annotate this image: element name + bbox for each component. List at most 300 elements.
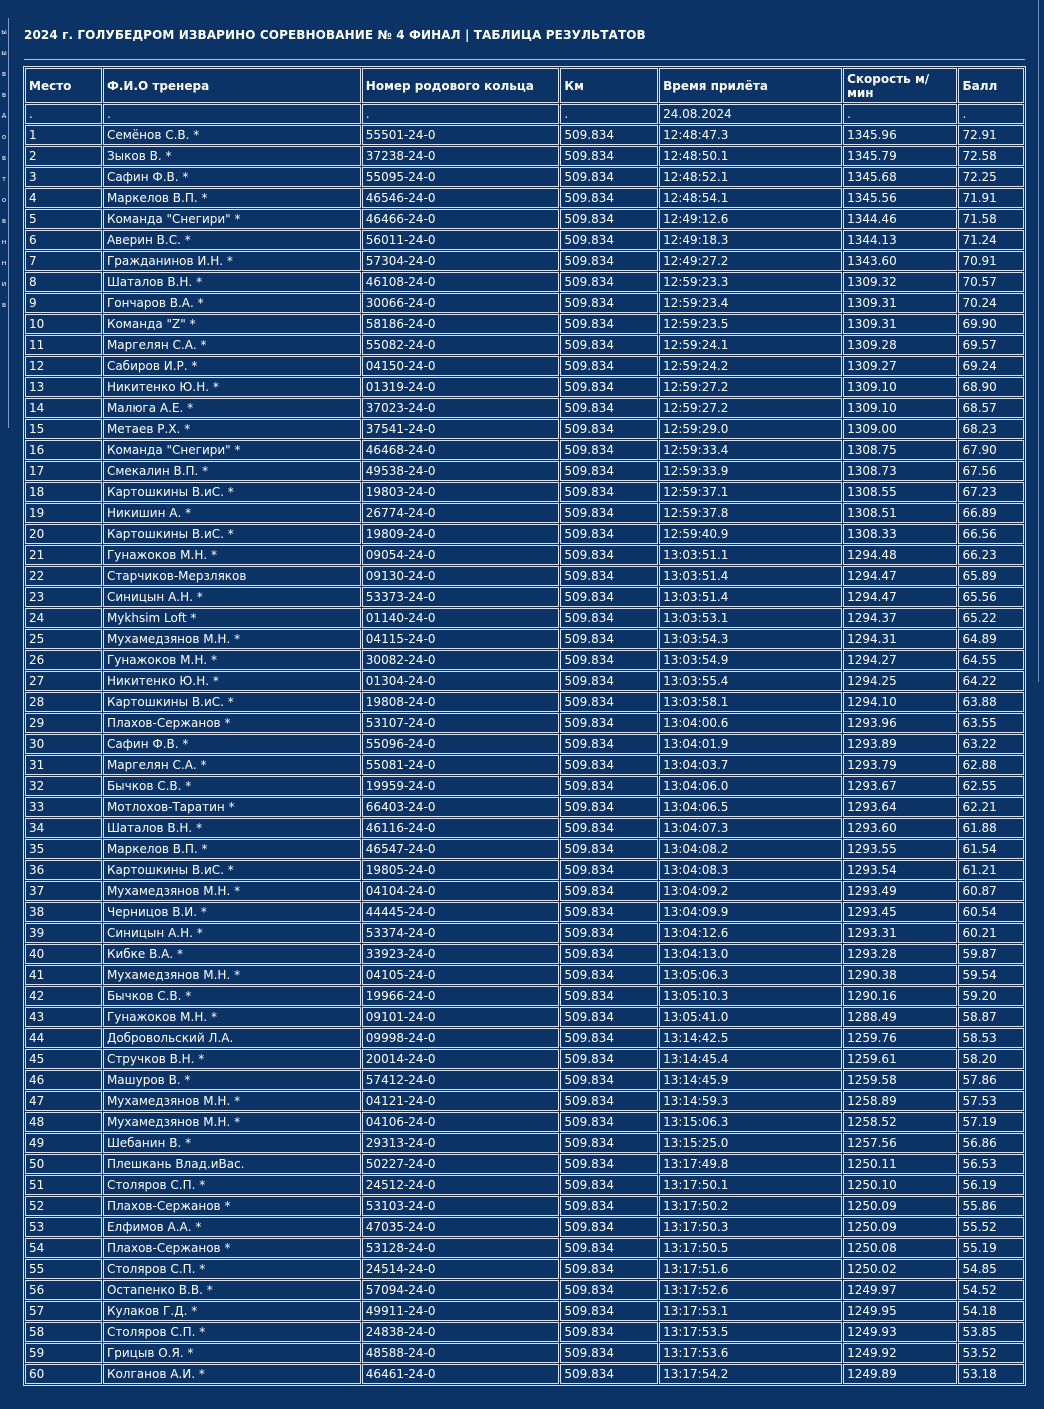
cell-place: 49	[25, 1133, 102, 1153]
cell-arrival-time: 13:04:12.6	[659, 923, 842, 943]
cell-arrival-time: 13:17:49.8	[659, 1154, 842, 1174]
cell-trainer-name: Старчиков-Мерзляков	[103, 566, 361, 586]
cell-distance-km: 509.834	[560, 314, 658, 334]
cell-arrival-time: 13:17:53.5	[659, 1322, 842, 1342]
cell-distance-km: 509.834	[560, 587, 658, 607]
cell-arrival-time: 13:17:50.5	[659, 1238, 842, 1258]
table-row	[25, 1007, 1024, 1027]
cell-distance-km: 509.834	[560, 503, 658, 523]
cell-distance-km: 509.834	[560, 230, 658, 250]
table-row	[25, 1049, 1024, 1069]
cell-arrival-time: 13:17:51.6	[659, 1259, 842, 1279]
cell-trainer-name: Команда "Снегири" *	[103, 440, 361, 460]
left-strip-glyph: ы	[1, 28, 7, 36]
left-strip-glyph: в	[1, 217, 7, 225]
cell-distance-km: 509.834	[560, 566, 658, 586]
date-row	[25, 104, 1024, 124]
cell-score: 53.18	[958, 1364, 1024, 1384]
cell-score: 66.89	[958, 503, 1024, 523]
cell-trainer-name: Сабиров И.Р. *	[103, 356, 361, 376]
cell-place: 10	[25, 314, 102, 334]
cell-trainer-name: Гунажоков М.Н. *	[103, 545, 361, 565]
cell-ring-number: 55081-24-0	[362, 755, 560, 775]
table-row	[25, 188, 1024, 208]
cell-speed: 1294.31	[843, 629, 957, 649]
date-row-cell-place: .	[25, 104, 102, 124]
column-header-place: Место	[25, 68, 102, 103]
cell-distance-km: 509.834	[560, 167, 658, 187]
cell-trainer-name: Аверин В.С. *	[103, 230, 361, 250]
cell-score: 63.22	[958, 734, 1024, 754]
left-strip-glyph: н	[1, 238, 7, 246]
table-row	[25, 377, 1024, 397]
cell-distance-km: 509.834	[560, 1217, 658, 1237]
cell-ring-number: 53128-24-0	[362, 1238, 560, 1258]
cell-place: 18	[25, 482, 102, 502]
cell-score: 55.52	[958, 1217, 1024, 1237]
cell-ring-number: 04106-24-0	[362, 1112, 560, 1132]
cell-trainer-name: Картошкины В.иС. *	[103, 482, 361, 502]
cell-distance-km: 509.834	[560, 1301, 658, 1321]
cell-distance-km: 509.834	[560, 1049, 658, 1069]
cell-ring-number: 37238-24-0	[362, 146, 560, 166]
cell-place: 44	[25, 1028, 102, 1048]
table-row	[25, 1154, 1024, 1174]
page-title: 2024 г. ГОЛУБЕДРОМ ИЗВАРИНО СОРЕВНОВАНИЕ № 4 ФИНАЛ | ТАБЛИЦА РЕЗУЛЬТАТОВ	[24, 28, 646, 42]
cell-arrival-time: 13:15:06.3	[659, 1112, 842, 1132]
cell-speed: 1249.97	[843, 1280, 957, 1300]
cell-place: 17	[25, 461, 102, 481]
cell-place: 13	[25, 377, 102, 397]
cell-score: 60.54	[958, 902, 1024, 922]
cell-trainer-name: Грицыв О.Я. *	[103, 1343, 361, 1363]
cell-trainer-name: Зыков В. *	[103, 146, 361, 166]
cell-ring-number: 04105-24-0	[362, 965, 560, 985]
cell-trainer-name: Столяров С.П. *	[103, 1259, 361, 1279]
cell-arrival-time: 13:14:42.5	[659, 1028, 842, 1048]
cell-arrival-time: 13:15:25.0	[659, 1133, 842, 1153]
cell-ring-number: 01304-24-0	[362, 671, 560, 691]
cell-arrival-time: 12:48:50.1	[659, 146, 842, 166]
cell-arrival-time: 12:59:23.5	[659, 314, 842, 334]
left-strip-glyph: А	[1, 112, 7, 120]
cell-place: 60	[25, 1364, 102, 1384]
cell-arrival-time: 13:03:55.4	[659, 671, 842, 691]
cell-score: 70.57	[958, 272, 1024, 292]
cell-ring-number: 57412-24-0	[362, 1070, 560, 1090]
table-row	[25, 566, 1024, 586]
cell-ring-number: 04150-24-0	[362, 356, 560, 376]
cell-distance-km: 509.834	[560, 377, 658, 397]
cell-arrival-time: 13:14:45.4	[659, 1049, 842, 1069]
cell-distance-km: 509.834	[560, 755, 658, 775]
table-row	[25, 230, 1024, 250]
cell-place: 19	[25, 503, 102, 523]
cell-arrival-time: 13:17:52.6	[659, 1280, 842, 1300]
cell-ring-number: 47035-24-0	[362, 1217, 560, 1237]
table-row	[25, 440, 1024, 460]
cell-arrival-time: 12:59:27.2	[659, 377, 842, 397]
cell-distance-km: 509.834	[560, 944, 658, 964]
cell-distance-km: 509.834	[560, 797, 658, 817]
cell-ring-number: 29313-24-0	[362, 1133, 560, 1153]
cell-trainer-name: Смекалин В.П. *	[103, 461, 361, 481]
cell-score: 54.85	[958, 1259, 1024, 1279]
cell-ring-number: 26774-24-0	[362, 503, 560, 523]
cell-distance-km: 509.834	[560, 1175, 658, 1195]
cell-place: 40	[25, 944, 102, 964]
cell-place: 51	[25, 1175, 102, 1195]
cell-distance-km: 509.834	[560, 1091, 658, 1111]
cell-distance-km: 509.834	[560, 482, 658, 502]
cell-distance-km: 509.834	[560, 398, 658, 418]
cell-place: 27	[25, 671, 102, 691]
table-row	[25, 1028, 1024, 1048]
cell-speed: 1344.46	[843, 209, 957, 229]
left-strip-glyph: в	[1, 301, 7, 309]
cell-trainer-name: Маргелян С.А. *	[103, 335, 361, 355]
cell-speed: 1259.58	[843, 1070, 957, 1090]
cell-speed: 1250.10	[843, 1175, 957, 1195]
cell-speed: 1308.51	[843, 503, 957, 523]
cell-trainer-name: Бычков С.В. *	[103, 776, 361, 796]
title-divider	[24, 59, 1025, 60]
cell-ring-number: 09130-24-0	[362, 566, 560, 586]
cell-distance-km: 509.834	[560, 335, 658, 355]
cell-place: 47	[25, 1091, 102, 1111]
table-row	[25, 335, 1024, 355]
cell-speed: 1309.10	[843, 398, 957, 418]
cell-distance-km: 509.834	[560, 272, 658, 292]
cell-trainer-name: Никитенко Ю.Н. *	[103, 671, 361, 691]
cell-score: 71.58	[958, 209, 1024, 229]
cell-speed: 1258.89	[843, 1091, 957, 1111]
cell-ring-number: 56011-24-0	[362, 230, 560, 250]
table-row	[25, 461, 1024, 481]
table-row	[25, 839, 1024, 859]
cell-place: 41	[25, 965, 102, 985]
cell-trainer-name: Елфимов А.А. *	[103, 1217, 361, 1237]
cell-place: 25	[25, 629, 102, 649]
cell-trainer-name: Плешкань Влад.иВас.	[103, 1154, 361, 1174]
cell-place: 16	[25, 440, 102, 460]
cell-trainer-name: Мухамедзянов М.Н. *	[103, 1091, 361, 1111]
cell-speed: 1259.76	[843, 1028, 957, 1048]
cell-arrival-time: 13:04:06.0	[659, 776, 842, 796]
cell-distance-km: 509.834	[560, 1280, 658, 1300]
table-row	[25, 1343, 1024, 1363]
cell-score: 64.55	[958, 650, 1024, 670]
cell-ring-number: 46116-24-0	[362, 818, 560, 838]
cell-place: 23	[25, 587, 102, 607]
cell-distance-km: 509.834	[560, 1196, 658, 1216]
cell-speed: 1343.60	[843, 251, 957, 271]
table-row	[25, 776, 1024, 796]
cell-speed: 1345.96	[843, 125, 957, 145]
cell-arrival-time: 12:49:12.6	[659, 209, 842, 229]
cell-arrival-time: 12:59:24.1	[659, 335, 842, 355]
cell-trainer-name: Шаталов В.Н. *	[103, 272, 361, 292]
cell-arrival-time: 13:05:41.0	[659, 1007, 842, 1027]
cell-trainer-name: Картошкины В.иС. *	[103, 524, 361, 544]
left-strip-glyph: о	[1, 133, 7, 141]
cell-place: 54	[25, 1238, 102, 1258]
cell-score: 63.55	[958, 713, 1024, 733]
cell-score: 68.57	[958, 398, 1024, 418]
cell-speed: 1309.31	[843, 293, 957, 313]
cell-ring-number: 19966-24-0	[362, 986, 560, 1006]
cell-score: 68.23	[958, 419, 1024, 439]
cell-trainer-name: Остапенко В.В. *	[103, 1280, 361, 1300]
cell-place: 28	[25, 692, 102, 712]
cell-trainer-name: Гунажоков М.Н. *	[103, 1007, 361, 1027]
cell-trainer-name: Гунажоков М.Н. *	[103, 650, 361, 670]
cell-score: 62.88	[958, 755, 1024, 775]
cell-score: 54.52	[958, 1280, 1024, 1300]
cell-ring-number: 19803-24-0	[362, 482, 560, 502]
cell-place: 4	[25, 188, 102, 208]
table-row	[25, 1238, 1024, 1258]
cell-score: 58.53	[958, 1028, 1024, 1048]
cell-score: 71.24	[958, 230, 1024, 250]
cell-distance-km: 509.834	[560, 209, 658, 229]
cell-score: 61.54	[958, 839, 1024, 859]
cell-trainer-name: Мухамедзянов М.Н. *	[103, 965, 361, 985]
table-row	[25, 1322, 1024, 1342]
cell-speed: 1293.49	[843, 881, 957, 901]
cell-ring-number: 09054-24-0	[362, 545, 560, 565]
cell-distance-km: 509.834	[560, 1154, 658, 1174]
cell-speed: 1345.68	[843, 167, 957, 187]
cell-trainer-name: Добровольский Л.А.	[103, 1028, 361, 1048]
cell-speed: 1345.79	[843, 146, 957, 166]
cell-distance-km: 509.834	[560, 1259, 658, 1279]
cell-place: 14	[25, 398, 102, 418]
cell-distance-km: 509.834	[560, 293, 658, 313]
table-row	[25, 965, 1024, 985]
cell-ring-number: 44445-24-0	[362, 902, 560, 922]
cell-arrival-time: 13:04:08.3	[659, 860, 842, 880]
table-row	[25, 251, 1024, 271]
cell-arrival-time: 13:03:54.9	[659, 650, 842, 670]
cell-place: 55	[25, 1259, 102, 1279]
cell-ring-number: 50227-24-0	[362, 1154, 560, 1174]
cell-score: 71.91	[958, 188, 1024, 208]
cell-distance-km: 509.834	[560, 986, 658, 1006]
cell-ring-number: 04121-24-0	[362, 1091, 560, 1111]
table-row	[25, 1217, 1024, 1237]
left-strip-glyph: в	[1, 70, 7, 78]
cell-score: 58.20	[958, 1049, 1024, 1069]
table-row	[25, 713, 1024, 733]
cell-speed: 1250.11	[843, 1154, 957, 1174]
cell-ring-number: 46108-24-0	[362, 272, 560, 292]
cell-score: 68.90	[958, 377, 1024, 397]
cell-score: 64.89	[958, 629, 1024, 649]
cell-speed: 1308.55	[843, 482, 957, 502]
cell-place: 9	[25, 293, 102, 313]
cell-speed: 1250.02	[843, 1259, 957, 1279]
table-row	[25, 1301, 1024, 1321]
table-row	[25, 272, 1024, 292]
cell-distance-km: 509.834	[560, 692, 658, 712]
cell-score: 65.56	[958, 587, 1024, 607]
table-row	[25, 1364, 1024, 1384]
cell-place: 38	[25, 902, 102, 922]
cell-distance-km: 509.834	[560, 776, 658, 796]
cell-score: 54.18	[958, 1301, 1024, 1321]
cell-trainer-name: Семёнов С.В. *	[103, 125, 361, 145]
cell-trainer-name: Команда "Снегири" *	[103, 209, 361, 229]
cell-speed: 1294.27	[843, 650, 957, 670]
cell-place: 48	[25, 1112, 102, 1132]
cell-ring-number: 46546-24-0	[362, 188, 560, 208]
table-row	[25, 209, 1024, 229]
cell-place: 24	[25, 608, 102, 628]
cell-score: 56.86	[958, 1133, 1024, 1153]
table-row	[25, 734, 1024, 754]
cell-trainer-name: Команда "Z" *	[103, 314, 361, 334]
table-row	[25, 356, 1024, 376]
cell-distance-km: 509.834	[560, 965, 658, 985]
cell-score: 67.56	[958, 461, 1024, 481]
table-row	[25, 986, 1024, 1006]
cell-score: 70.24	[958, 293, 1024, 313]
cell-ring-number: 53374-24-0	[362, 923, 560, 943]
cell-speed: 1290.16	[843, 986, 957, 1006]
cell-score: 53.52	[958, 1343, 1024, 1363]
cell-speed: 1293.55	[843, 839, 957, 859]
table-row	[25, 1175, 1024, 1195]
cell-distance-km: 509.834	[560, 146, 658, 166]
cell-arrival-time: 13:04:00.6	[659, 713, 842, 733]
cell-place: 1	[25, 125, 102, 145]
cell-arrival-time: 12:49:27.2	[659, 251, 842, 271]
cell-score: 66.23	[958, 545, 1024, 565]
cell-arrival-time: 12:59:37.1	[659, 482, 842, 502]
cell-speed: 1293.31	[843, 923, 957, 943]
cell-ring-number: 09101-24-0	[362, 1007, 560, 1027]
cell-distance-km: 509.834	[560, 713, 658, 733]
cell-score: 53.85	[958, 1322, 1024, 1342]
cell-speed: 1308.73	[843, 461, 957, 481]
cell-ring-number: 46461-24-0	[362, 1364, 560, 1384]
cell-ring-number: 57304-24-0	[362, 251, 560, 271]
column-header-arrival-time: Время прилёта	[659, 68, 842, 103]
cell-trainer-name: Сафин Ф.В. *	[103, 167, 361, 187]
cell-arrival-time: 13:03:58.1	[659, 692, 842, 712]
table-row	[25, 1112, 1024, 1132]
cell-trainer-name: Стручков В.Н. *	[103, 1049, 361, 1069]
cell-ring-number: 53373-24-0	[362, 587, 560, 607]
cell-ring-number: 46547-24-0	[362, 839, 560, 859]
cell-score: 59.87	[958, 944, 1024, 964]
cell-ring-number: 19959-24-0	[362, 776, 560, 796]
cell-arrival-time: 12:59:37.8	[659, 503, 842, 523]
cell-place: 6	[25, 230, 102, 250]
cell-ring-number: 48588-24-0	[362, 1343, 560, 1363]
cell-place: 22	[25, 566, 102, 586]
cell-ring-number: 04115-24-0	[362, 629, 560, 649]
cell-speed: 1309.28	[843, 335, 957, 355]
cell-ring-number: 37541-24-0	[362, 419, 560, 439]
cell-trainer-name: Колганов А.И. *	[103, 1364, 361, 1384]
cell-speed: 1249.89	[843, 1364, 957, 1384]
cell-place: 35	[25, 839, 102, 859]
cell-ring-number: 46468-24-0	[362, 440, 560, 460]
table-row	[25, 860, 1024, 880]
cell-trainer-name: Сафин Ф.В. *	[103, 734, 361, 754]
cell-trainer-name: Малюга А.Е. *	[103, 398, 361, 418]
cell-arrival-time: 13:05:06.3	[659, 965, 842, 985]
cell-score: 66.56	[958, 524, 1024, 544]
column-header-score: Балл	[958, 68, 1024, 103]
cell-speed: 1294.10	[843, 692, 957, 712]
cell-distance-km: 509.834	[560, 1070, 658, 1090]
cell-arrival-time: 12:59:23.3	[659, 272, 842, 292]
cell-trainer-name: Мотлохов-Таратин *	[103, 797, 361, 817]
column-header-speed: Скорость м/мин	[843, 68, 957, 103]
cell-trainer-name: Метаев Р.Х. *	[103, 419, 361, 439]
cell-score: 62.21	[958, 797, 1024, 817]
cell-trainer-name: Плахов-Сержанов *	[103, 713, 361, 733]
cell-place: 43	[25, 1007, 102, 1027]
cell-ring-number: 49538-24-0	[362, 461, 560, 481]
cell-ring-number: 01140-24-0	[362, 608, 560, 628]
cell-speed: 1258.52	[843, 1112, 957, 1132]
table-row	[25, 167, 1024, 187]
cell-speed: 1250.09	[843, 1217, 957, 1237]
cell-trainer-name: Мухамедзянов М.Н. *	[103, 881, 361, 901]
cell-place: 32	[25, 776, 102, 796]
cell-arrival-time: 12:48:47.3	[659, 125, 842, 145]
table-row	[25, 692, 1024, 712]
left-navigation-strip	[0, 18, 9, 428]
cell-score: 69.57	[958, 335, 1024, 355]
cell-arrival-time: 12:59:27.2	[659, 398, 842, 418]
cell-distance-km: 509.834	[560, 440, 658, 460]
cell-score: 72.25	[958, 167, 1024, 187]
table-row	[25, 881, 1024, 901]
cell-place: 42	[25, 986, 102, 1006]
cell-score: 72.91	[958, 125, 1024, 145]
cell-distance-km: 509.834	[560, 902, 658, 922]
cell-trainer-name: Маргелян С.А. *	[103, 755, 361, 775]
cell-place: 45	[25, 1049, 102, 1069]
cell-score: 57.19	[958, 1112, 1024, 1132]
cell-place: 59	[25, 1343, 102, 1363]
cell-speed: 1290.38	[843, 965, 957, 985]
date-row-cell-distance-km: .	[560, 104, 658, 124]
cell-trainer-name: Бычков С.В. *	[103, 986, 361, 1006]
cell-score: 61.21	[958, 860, 1024, 880]
cell-trainer-name: Картошкины В.иС. *	[103, 860, 361, 880]
cell-place: 5	[25, 209, 102, 229]
cell-trainer-name: Шаталов В.Н. *	[103, 818, 361, 838]
table-body	[25, 104, 1024, 1384]
cell-arrival-time: 12:59:23.4	[659, 293, 842, 313]
cell-ring-number: 19808-24-0	[362, 692, 560, 712]
date-row-cell-speed: .	[843, 104, 957, 124]
cell-place: 15	[25, 419, 102, 439]
cell-distance-km: 509.834	[560, 734, 658, 754]
cell-ring-number: 01319-24-0	[362, 377, 560, 397]
table-row	[25, 818, 1024, 838]
table-row	[25, 671, 1024, 691]
cell-place: 37	[25, 881, 102, 901]
cell-arrival-time: 13:17:50.3	[659, 1217, 842, 1237]
date-row-cell-ring-number: .	[362, 104, 560, 124]
